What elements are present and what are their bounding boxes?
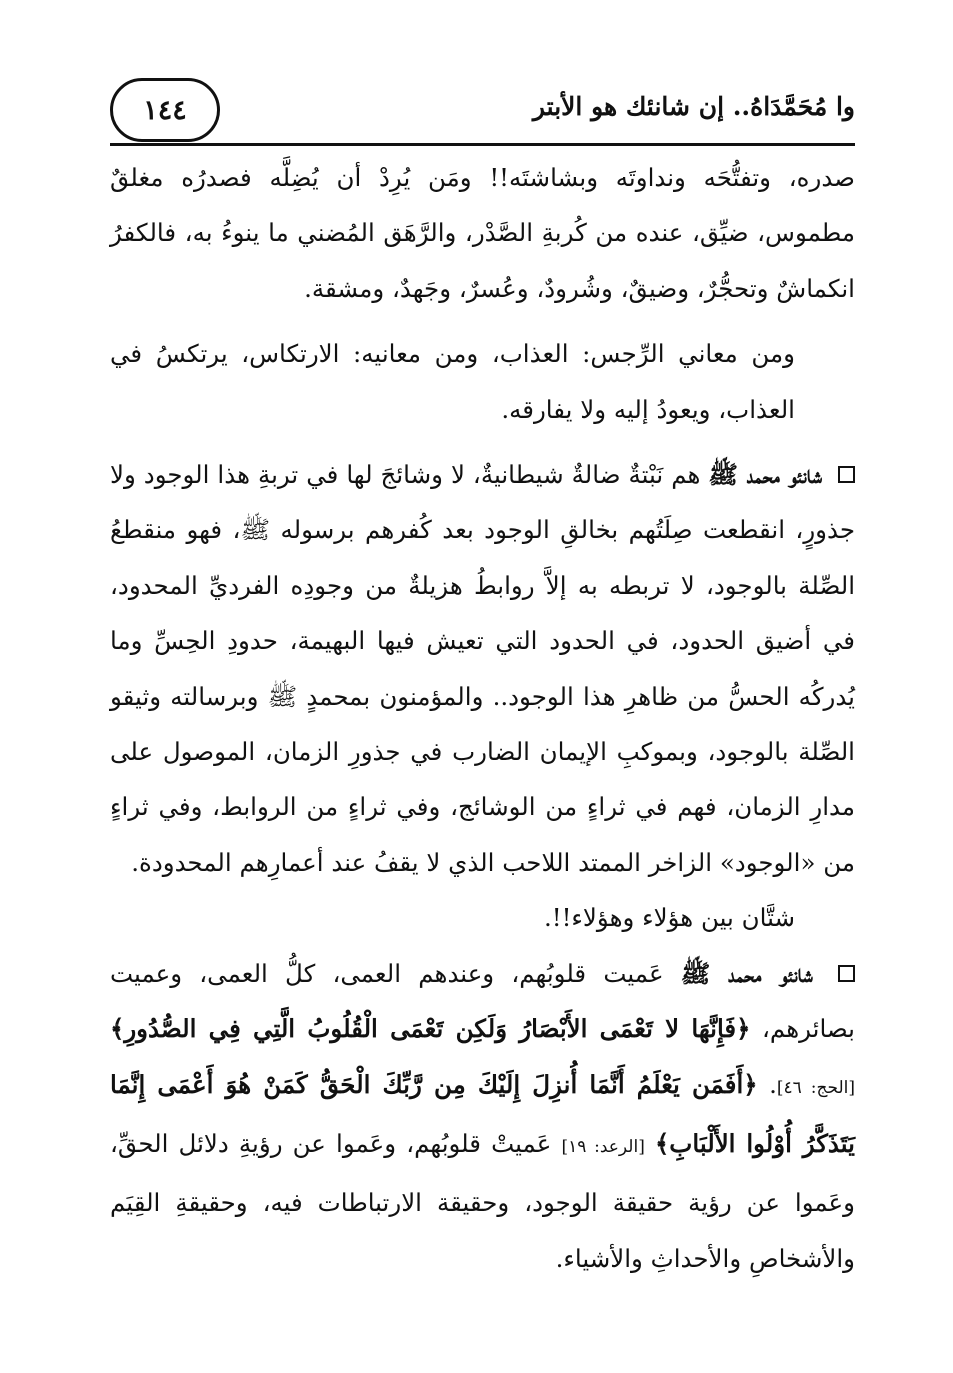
square-bullet-icon: [838, 466, 855, 483]
quran-verse-2: ﴿أَفَمَن يَعْلَمُ أَنَّمَا أُنزِلَ إِلَيْكَ مِن رَّبِّكَ الْحَقُّ كَمَنْ هُوَ أَعْمَى إِنَّمَا يَتَذَكَّرُ أُوْلُوا الأَلْبَابِ﴾: [110, 1069, 855, 1158]
quran-verse-1: ﴿فَإِنَّهَا لا تَعْمَى الأَبْصَارُ وَلَكِن تَعْمَى الْقُلُوبُ الَّتِي فِي الصُّدُورِ﴾: [110, 1014, 751, 1044]
verse-reference-1: [الحج: ٤٦]: [776, 1077, 855, 1098]
verse-reference-2: [الرعد: ١٩]: [561, 1136, 645, 1157]
page-number-badge: [110, 78, 220, 142]
paragraph-3-text: هم نَبْتةٌ ضالةٌ شيطانيةٌ، لا وشائجَ لها في تربةِ هذا الوجود ولا جذورٍ، انقطعت صِلَتُهم بخالقِ الوجود بعد كُفرهم برسوله ﷺ، فهو منقطعُ الصِّلة بالوجود، لا تربطه به إلاَّ روابطُ هزيلةٌ من وجودِه الفرديِّ المحدود، في أضيق الحدود، في الحدود التي تعيش فيها البهيمة، حدودِ الحِسِّ وما يُدركُه الحسُّ من ظاهرِ هذا الوجود.. والمؤمنون بمحمدٍ ﷺ وبرسالته وثيقو الصِّلة بالوجود، وبموكبِ الإيمان الضارب في جذورِ الزمان، الموصول على مدارِ الزمان، فهم في ثراءٍ من الوشائج، وفي ثراءٍ من الروابط، وفي ثراءٍ من «الوجود» الزاخر الممتد اللاحب الذي لا يقفُ عند أعمارِهم المحدودة.: [110, 460, 855, 877]
paragraph-5-lead: شانئو محمد ﷺ: [680, 958, 813, 988]
paragraph-4: شتَّان بين هؤلاء وهؤلاء!!.: [543, 903, 795, 933]
page-number: ١٤٤: [143, 94, 187, 126]
paragraph-2: ومن معاني الرِّجس: العذاب، ومن معانيه: الارتكاس، يرتكسُ في العذاب، ويعودُ إليه ولا يفارقه.: [110, 339, 795, 424]
paragraph-5-text-a: عَميت قلوبُهم، وعندهم العمى، كلُّ العمى، وعميت بصائرهم،: [110, 958, 855, 1044]
paragraph-3-lead: شانئو محمد ﷺ: [708, 460, 822, 490]
body-text: [110, 150, 855, 1286]
header-rule: [110, 143, 855, 146]
page-header: [110, 78, 855, 148]
verse-1-period: .: [769, 1069, 777, 1099]
paragraph-5-text-b: عَميتْ قلوبُهم، وعَموا عن رؤيةِ دلائل الحقِّ، وعَموا عن رؤية حقيقة الوجود، وحقيقة الارتباطات فيه، وحقيقةِ القِيَم والأشخاصِ والأحداثِ والأشياء.: [110, 1128, 855, 1273]
paragraph-3: [110, 447, 855, 890]
square-bullet-icon: [838, 965, 855, 982]
paragraph-5: [110, 946, 855, 1286]
running-title: وا مُحَمَّدَاهُ.. إن شانئك هو الأبتر: [532, 92, 855, 121]
paragraph-1: صدره، وتفتُّحَه ونداوتَه وبشاشتَه!! ومَن يُرِدْ أن يُضِلَّه فصدرُه مغلقٌ مطموس، ضيِّق، عنده من كُربةِ الصَّدْر، والرَّهَق المُضني ما ينوءُ به، فالكفرُ انكماشٌ وتحجُّرٌ، وضيقٌ، وشُرودٌ، وعُسرٌ، وجَهدٌ، ومشقة.: [110, 163, 855, 303]
